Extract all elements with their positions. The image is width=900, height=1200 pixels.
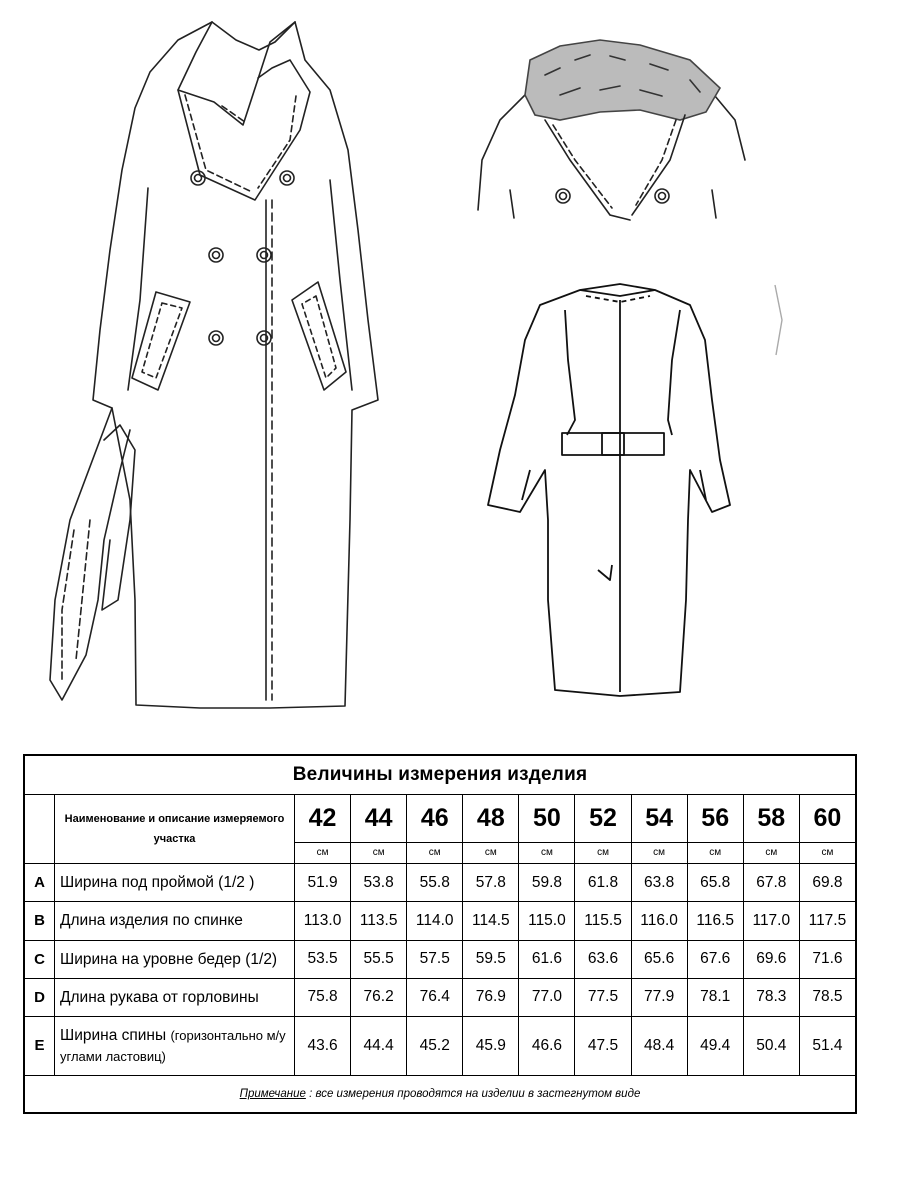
row-letter: D [25, 978, 55, 1016]
table-cell: 50.4 [743, 1017, 799, 1075]
unit-label: см [463, 842, 519, 863]
table-row [25, 863, 856, 901]
coat-front-sketch [50, 22, 378, 708]
table-cell: 113.5 [351, 902, 407, 940]
row-description: Длина изделия по спинке [55, 902, 295, 940]
table-cell: 78.3 [743, 978, 799, 1016]
table-cell: 78.5 [799, 978, 855, 1016]
table-cell: 117.5 [799, 902, 855, 940]
unit-label: см [295, 842, 351, 863]
table-cell: 115.0 [519, 902, 575, 940]
unit-label: см [743, 842, 799, 863]
table-cell: 75.8 [295, 978, 351, 1016]
table-row [25, 940, 856, 978]
size-header: 46 [407, 795, 463, 842]
table-cell: 65.6 [631, 940, 687, 978]
table-cell: 69.6 [743, 940, 799, 978]
header-description: Наименование и описание измеряемого участка [55, 795, 295, 864]
size-header: 56 [687, 795, 743, 842]
table-cell: 51.4 [799, 1017, 855, 1075]
unit-label: см [799, 842, 855, 863]
table-row [25, 1017, 856, 1075]
size-header: 54 [631, 795, 687, 842]
table-cell: 53.5 [295, 940, 351, 978]
note-text: : все измерения проводятся на изделии в застегнутом виде [305, 1087, 641, 1100]
table-cell: 114.5 [463, 902, 519, 940]
table-cell: 57.5 [407, 940, 463, 978]
table-cell: 61.8 [575, 863, 631, 901]
size-header: 48 [463, 795, 519, 842]
coat-back-sketch [488, 284, 730, 696]
note-label: Примечание [239, 1087, 306, 1100]
unit-label: см [351, 842, 407, 863]
table-cell: 113.0 [295, 902, 351, 940]
row-description: Длина рукава от горловины [55, 978, 295, 1016]
table-cell: 67.6 [687, 940, 743, 978]
size-header: 60 [799, 795, 855, 842]
table-cell: 43.6 [295, 1017, 351, 1075]
table-cell: 59.8 [519, 863, 575, 901]
table-cell: 69.8 [799, 863, 855, 901]
table-cell: 44.4 [351, 1017, 407, 1075]
table-cell: 76.9 [463, 978, 519, 1016]
table-cell: 57.8 [463, 863, 519, 901]
table-cell: 114.0 [407, 902, 463, 940]
fur-collar-sketch [478, 40, 745, 220]
table-cell: 61.6 [519, 940, 575, 978]
header-corner [25, 795, 55, 864]
table-cell: 65.8 [687, 863, 743, 901]
table-cell: 76.2 [351, 978, 407, 1016]
table-cell: 45.9 [463, 1017, 519, 1075]
table-note [25, 1075, 856, 1112]
table-cell: 47.5 [575, 1017, 631, 1075]
size-header: 44 [351, 795, 407, 842]
table-cell: 116.0 [631, 902, 687, 940]
table-cell: 59.5 [463, 940, 519, 978]
table-row [25, 902, 856, 940]
table-cell: 53.8 [351, 863, 407, 901]
table-cell: 55.8 [407, 863, 463, 901]
unit-label: см [575, 842, 631, 863]
row-letter: A [25, 863, 55, 901]
table-cell: 63.6 [575, 940, 631, 978]
table-cell: 67.8 [743, 863, 799, 901]
table-cell: 76.4 [407, 978, 463, 1016]
table-title: Величины измерения изделия [25, 756, 856, 795]
unit-label: см [519, 842, 575, 863]
table-cell: 78.1 [687, 978, 743, 1016]
table-cell: 115.5 [575, 902, 631, 940]
size-header: 42 [295, 795, 351, 842]
size-header: 58 [743, 795, 799, 842]
table-cell: 117.0 [743, 902, 799, 940]
unit-label: см [631, 842, 687, 863]
table-cell: 63.8 [631, 863, 687, 901]
size-header: 50 [519, 795, 575, 842]
row-description: Ширина под проймой (1/2 ) [55, 863, 295, 901]
table-cell: 49.4 [687, 1017, 743, 1075]
row-letter: E [25, 1017, 55, 1075]
row-description-extra: (горизонтально м/у углами ластовиц) [60, 1027, 286, 1064]
table-cell: 77.9 [631, 978, 687, 1016]
unit-label: см [687, 842, 743, 863]
row-description [55, 1017, 295, 1075]
table-cell: 48.4 [631, 1017, 687, 1075]
table-cell: 45.2 [407, 1017, 463, 1075]
row-description: Ширина на уровне бедер (1/2) [55, 940, 295, 978]
row-description-main: Ширина спины [60, 1026, 167, 1044]
table-cell: 77.5 [575, 978, 631, 1016]
table-cell: 71.6 [799, 940, 855, 978]
table-cell: 46.6 [519, 1017, 575, 1075]
table-cell: 77.0 [519, 978, 575, 1016]
table-row [25, 978, 856, 1016]
sketch-fragment [775, 285, 782, 355]
table-cell: 116.5 [687, 902, 743, 940]
unit-label: см [407, 842, 463, 863]
size-header: 52 [575, 795, 631, 842]
row-letter: C [25, 940, 55, 978]
row-letter: B [25, 902, 55, 940]
table-cell: 55.5 [351, 940, 407, 978]
table-cell: 51.9 [295, 863, 351, 901]
measurement-table [23, 754, 857, 1114]
